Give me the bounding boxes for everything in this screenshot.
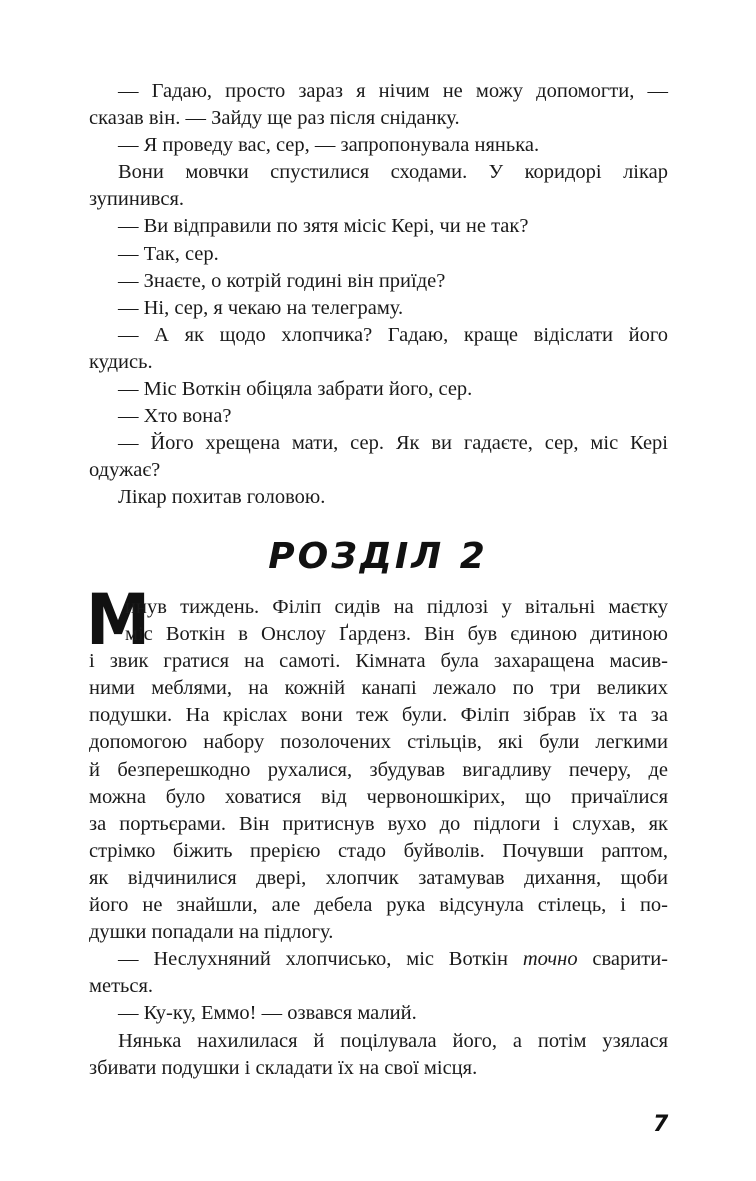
- text-line: збивати подушки і складати їх на свої місця.: [89, 1056, 478, 1079]
- text-line: [89, 946, 668, 973]
- text-line: — Хто вона?: [118, 405, 232, 428]
- text-line: можна було ховатися від червоношкірих, що причаїлися: [89, 785, 668, 808]
- page-number: 7: [653, 1112, 669, 1137]
- text-line: його не знайшли, але дебела рука відсунула стілець, і по-: [89, 894, 668, 917]
- dialog-text: сварити-: [577, 948, 668, 971]
- text-block-top: [89, 78, 668, 512]
- text-line: зупинився.: [89, 188, 185, 211]
- text-line: — Ні, сер, я чекаю на телеграму.: [118, 296, 404, 319]
- text-line: стрімко біжить прерією стадо буйволів. Почувши раптом,: [89, 839, 668, 862]
- text-line: — Гадаю, просто зараз я нічим не можу допомогти, —: [118, 80, 668, 102]
- text-line: — Його хрещена мати, сер. Як ви гадаєте, сер, міс Кері: [118, 432, 668, 455]
- text-block-body: [89, 594, 668, 1082]
- text-line: — Знаєте, о котрій годині він приїде?: [118, 269, 446, 292]
- text-line: за портьєрами. Він притиснув вухо до підлоги і слухав, як: [89, 812, 668, 835]
- text-line: Нянька нахилилася й поцілувала його, а потім узялася: [118, 1029, 668, 1052]
- text-line: — Ви відправили по зятя місіс Кері, чи не так?: [118, 215, 529, 238]
- text-line: одужає?: [89, 459, 161, 482]
- text-line: Лікар похитав головою.: [118, 486, 326, 509]
- text-line: — Міс Воткін обіцяла забрати його, сер.: [118, 378, 473, 401]
- dialog-text: — Неслухняний хлопчисько, міс Воткін: [118, 948, 523, 971]
- text-line: подушки. На кріслах вони теж були. Філіп зібрав їх та за: [89, 704, 668, 727]
- chapter-title: РОЗДІЛ 2: [268, 536, 488, 577]
- text-line: й безперешкодно рухалися, збудував вигадливу печеру, де: [89, 758, 668, 781]
- text-line: инув тиждень. Філіп сидів на підлозі у вітальні маєтку: [125, 596, 668, 618]
- text-line: як відчинилися двері, хлопчик затамував дихання, щоби: [89, 866, 668, 889]
- text-line: допомогою набору позолочених стільців, які були легкими: [89, 731, 668, 754]
- text-line: — Я проведу вас, сер, — запропонувала нянька.: [118, 134, 540, 157]
- text-line: — А як щодо хлопчика? Гадаю, краще відіслати його: [118, 323, 668, 346]
- drop-cap: М: [86, 579, 151, 661]
- emphasis-text: точно: [522, 948, 578, 971]
- text-line: сказав він. — Зайду ще раз після сніданку.: [89, 107, 460, 130]
- text-line: меться.: [89, 975, 154, 998]
- text-line: Вони мовчки спустилися сходами. У коридорі лікар: [118, 161, 668, 184]
- text-line: — Так, сер.: [118, 242, 219, 265]
- text-line: душки попадали на підлогу.: [89, 921, 334, 944]
- text-line: — Ку-ку, Еммо! — озвався малий.: [118, 1002, 417, 1025]
- text-line: і звик гратися на самоті. Кімната була захаращена масив-: [89, 650, 668, 673]
- text-line: міс Воткін в Онслоу Ґарденз. Він був єдиною дитиною: [125, 623, 668, 646]
- text-line: ними меблями, на кожній канапі лежало по три великих: [89, 677, 668, 700]
- text-line: кудись.: [89, 350, 153, 373]
